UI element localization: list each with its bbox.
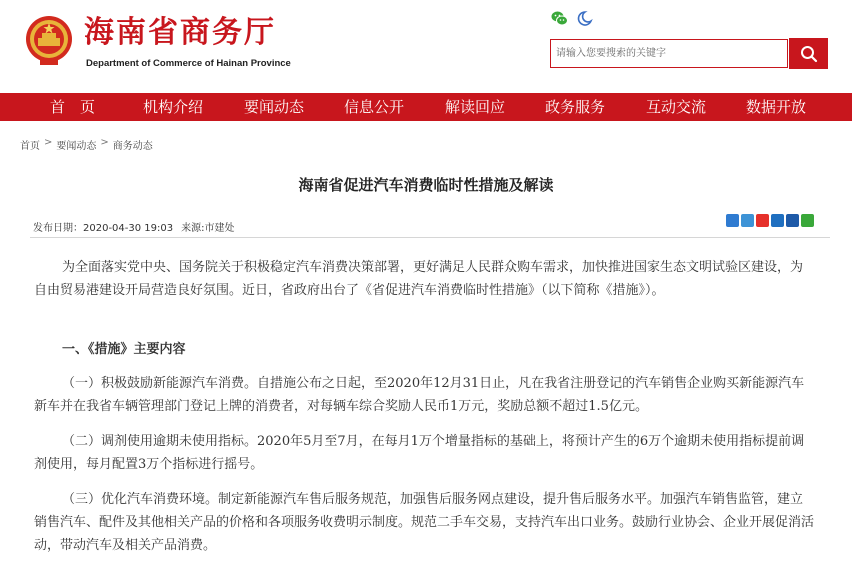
section-heading: 一、《措施》主要内容 (62, 342, 186, 357)
search-icon (800, 45, 818, 63)
site-subtitle: Department of Commerce of Hainan Province (86, 58, 291, 69)
share-bar (726, 214, 814, 227)
main-nav (0, 93, 852, 121)
sina-weibo-icon[interactable] (756, 214, 769, 227)
nav-item-home[interactable]: 首 页 (50, 98, 96, 116)
qzone-icon[interactable] (726, 214, 739, 227)
tencent-weibo-icon[interactable] (741, 214, 754, 227)
wechat-share-icon[interactable] (801, 214, 814, 227)
article-title: 海南省促进汽车消费临时性措施及解读 (298, 176, 554, 194)
wechat-icon[interactable] (551, 10, 568, 27)
nav-item-open-data[interactable]: 数据开放 (746, 98, 807, 116)
breadcrumb-news[interactable]: 要闻动态 (56, 141, 97, 152)
site-title[interactable]: 海南省商务厅 (84, 15, 276, 50)
search-box (550, 39, 788, 68)
paragraph-intro: 为全面落实党中央、国务院关于积极稳定汽车消费决策部署，更好满足人民群众购车需求，加快推进国家生态文明试验区建设，为自由贸易港建设开局营造良好氛围。近日，省政府出台了《省促进汽车消费临时性措施》（以下简称《措施》）。 (34, 260, 804, 298)
top-icons (551, 10, 593, 27)
nav-item-about[interactable]: 机构介绍 (143, 98, 204, 116)
nav-item-disclosure[interactable]: 信息公开 (344, 98, 405, 116)
breadcrumb (20, 137, 153, 152)
paragraph-measure-2: （二）调剂使用逾期未使用指标。2020年5月至7月，在每月1万个增量指标的基础上，将预计产生的6万个逾期未使用指标提前调剂使用，每月配置3万个指标进行摇号。 (34, 434, 805, 472)
breadcrumb-separator: > (44, 137, 53, 148)
nav-item-interaction[interactable]: 互动交流 (646, 98, 707, 116)
divider (30, 237, 830, 238)
nav-item-interpretation[interactable]: 解读回应 (445, 98, 506, 116)
renren-icon[interactable] (771, 214, 784, 227)
people-icon[interactable] (786, 214, 799, 227)
paragraph-measure-3: （三）优化汽车消费环境。制定新能源汽车售后服务规范，加强售后服务网点建设，提升售后服务水平。加强汽车销售监管，建立销售汽车、配件及其他相关产品的价格和各项服务收费明示制度。规范二手车交易，支持汽车出口业务。鼓励行业协会、企业开展促消活动，带动汽车及相关产品消费。 (34, 492, 815, 553)
site-header (0, 0, 852, 93)
publish-date: 发布日期：2020-04-30 19:03 (33, 223, 174, 234)
breadcrumb-commerce-news[interactable]: 商务动态 (112, 141, 153, 152)
article-meta (33, 219, 235, 234)
search-input[interactable] (551, 40, 787, 67)
nav-item-services[interactable]: 政务服务 (545, 98, 606, 116)
paragraph-measure-1: （一）积极鼓励新能源汽车消费。自措施公布之日起，至2020年12月31日止，凡在我省注册登记的汽车销售企业购买新能源汽车新车并在我省车辆管理部门登记上牌的消费者，对每辆车综合奖励人民币1万元，奖励总额不超过1.5亿元。 (34, 376, 805, 414)
accessibility-icon[interactable] (576, 10, 593, 27)
national-emblem-icon[interactable] (24, 14, 74, 66)
breadcrumb-home[interactable]: 首页 (20, 141, 40, 152)
search-button[interactable] (789, 38, 828, 69)
breadcrumb-separator: > (100, 137, 109, 148)
nav-item-news[interactable]: 要闻动态 (244, 98, 305, 116)
article-source: 来源:市建处 (181, 223, 235, 234)
